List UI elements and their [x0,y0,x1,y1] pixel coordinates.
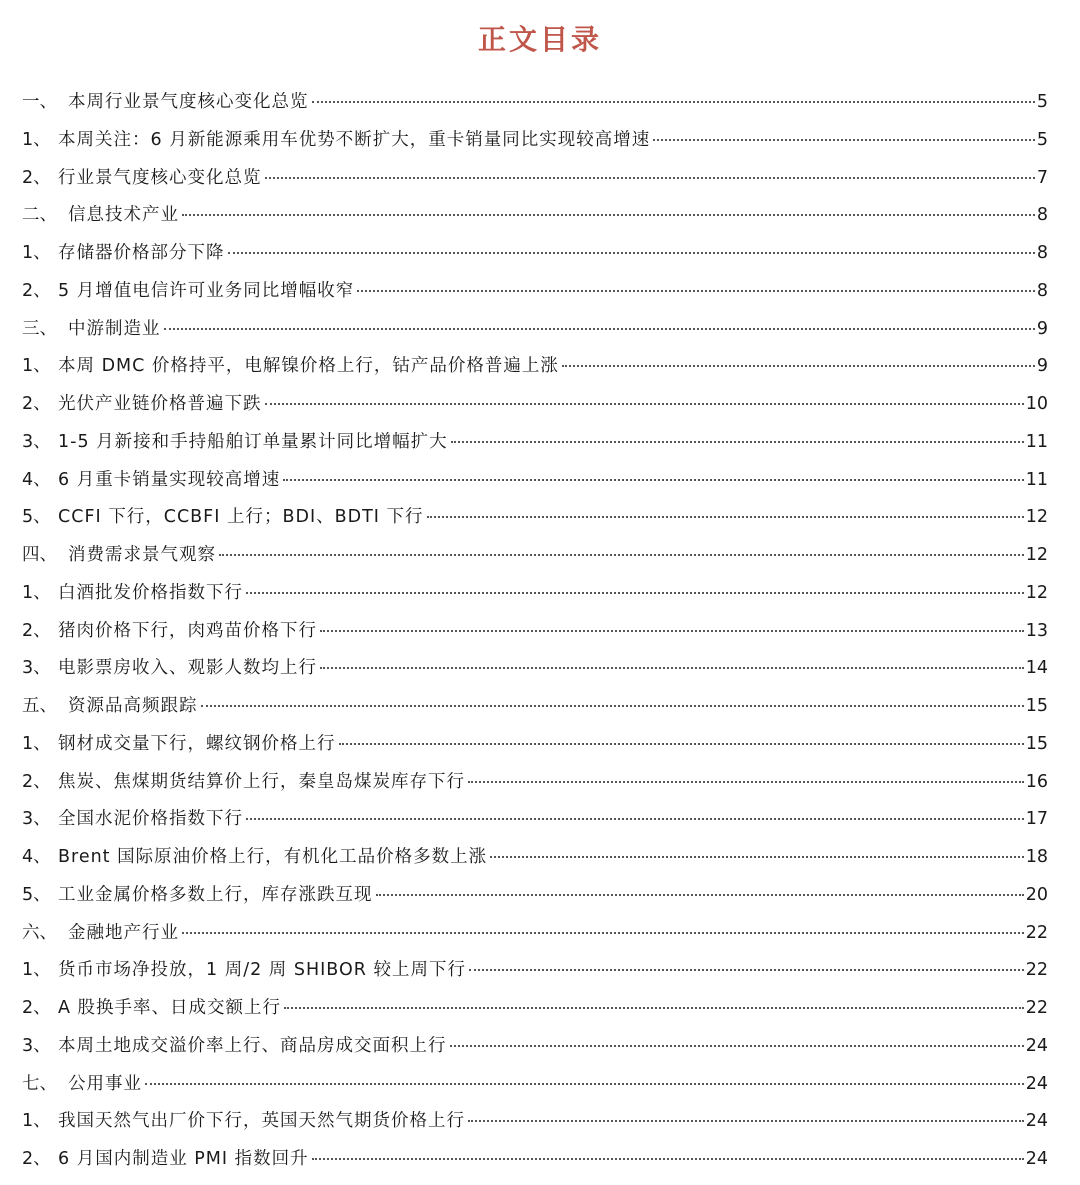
toc-entry-number: 4、 [22,847,51,867]
toc-dot-leader [182,932,1024,934]
toc-dot-leader [246,592,1024,594]
toc-dot-leader [451,441,1024,443]
toc-page-number: 16 [1025,771,1048,792]
toc-entry-number: 一、 [22,92,57,112]
toc-entry-number: 2、 [22,394,51,414]
toc-section-entry[interactable] [22,122,1048,160]
toc-entry-title: 资源品高频跟踪 [68,696,198,716]
toc-page-number: 20 [1025,884,1048,905]
toc-section-entry[interactable] [22,726,1048,764]
toc-page-number: 9 [1036,318,1048,339]
toc-section-entry[interactable] [22,650,1048,688]
toc-page-number: 8 [1036,243,1048,263]
toc-entry-number: 七、 [22,1073,57,1094]
toc-section-entry[interactable] [22,575,1048,613]
toc-entry-title: 中游制造业 [68,318,161,339]
toc-dot-leader [265,403,1024,405]
toc-entry-number: 2、 [22,998,51,1018]
toc-entry-title: 行业景气度核心变化总览 [58,167,262,188]
toc-chapter-entry[interactable] [22,1066,1048,1104]
toc-entry-title: CCFI 下行，CCBFI 上行；BDI、BDTI 下行 [58,507,424,528]
toc-page-number: 24 [1025,1111,1048,1132]
toc-entry-title: 工业金属价格多数上行，库存涨跌互现 [58,884,373,905]
toc-dot-leader [562,365,1035,367]
toc-entry-title: 6 月国内制造业 PMI 指数回升 [58,1149,309,1169]
toc-dot-leader [490,856,1024,858]
toc-entry-number: 2、 [22,167,51,188]
toc-entry-number: 1、 [22,129,51,150]
toc-entry-number: 5、 [22,507,51,528]
toc-dot-leader [312,1158,1024,1160]
toc-page-number: 22 [1025,960,1048,981]
toc-section-entry[interactable] [22,160,1048,198]
toc-page-number: 9 [1036,356,1048,377]
toc-chapter-entry[interactable] [22,311,1048,349]
toc-dot-leader [284,1007,1024,1009]
toc-entry-title: 电影票房收入、观影人数均上行 [58,658,317,679]
toc-section-entry[interactable] [22,613,1048,651]
toc-entry-title: 公用事业 [68,1073,142,1094]
toc-entry-title: 光伏产业链价格普遍下跌 [58,394,262,414]
toc-page-number: 5 [1036,129,1048,150]
toc-entry-number: 3、 [22,809,51,830]
table-of-contents [22,84,1048,1179]
toc-dot-leader [320,630,1024,632]
toc-section-entry[interactable] [22,877,1048,915]
toc-section-entry[interactable] [22,273,1048,311]
toc-entry-number: 1、 [22,582,51,603]
toc-section-entry[interactable] [22,764,1048,802]
toc-entry-title: 本周土地成交溢价率上行、商品房成交面积上行 [58,1035,447,1056]
toc-dot-leader [450,1045,1024,1047]
toc-page-number: 24 [1025,1149,1048,1169]
toc-entry-number: 1、 [22,356,51,377]
toc-entry-title: 5 月增值电信许可业务同比增幅收窄 [58,280,355,301]
toc-page-number: 22 [1025,998,1048,1018]
toc-entry-title: Brent 国际原油价格上行，有机化工品价格多数上涨 [58,847,488,867]
toc-section-entry[interactable] [22,386,1048,424]
toc-entry-number: 1、 [22,960,51,981]
toc-dot-leader [246,818,1024,820]
toc-entry-title: 信息技术产业 [68,205,179,226]
toc-page-number: 15 [1025,733,1048,754]
page-title: 正文目录 [477,23,602,56]
toc-dot-leader [653,139,1035,141]
toc-entry-title: 存储器价格部分下降 [58,243,225,263]
toc-entry-title: 货币市场净投放，1 周/2 周 SHIBOR 较上周下行 [58,960,466,981]
toc-page-number: 22 [1025,922,1048,943]
toc-entry-number: 2、 [22,1149,51,1169]
toc-entry-number: 5、 [22,884,51,905]
toc-entry-title: 本周关注：6 月新能源乘用车优势不断扩大，重卡销量同比实现较高增速 [58,129,651,150]
toc-chapter-entry[interactable] [22,197,1048,235]
toc-dot-leader [320,667,1024,669]
toc-entry-title: 6 月重卡销量实现较高增速 [58,469,281,490]
toc-page-number: 11 [1025,469,1048,490]
toc-entry-number: 六、 [22,922,57,943]
toc-entry-number: 三、 [22,318,57,339]
toc-entry-number: 1、 [22,733,51,754]
toc-entry-number: 3、 [22,658,51,679]
toc-section-entry[interactable] [22,801,1048,839]
toc-section-entry[interactable] [22,462,1048,500]
toc-chapter-entry[interactable] [22,537,1048,575]
toc-entry-title: 白酒批发价格指数下行 [58,582,243,603]
toc-entry-title: 本周 DMC 价格持平，电解镍价格上行，钴产品价格普遍上涨 [58,356,559,377]
toc-page-number: 11 [1025,431,1048,452]
toc-entry-title: 猪肉价格下行，肉鸡苗价格下行 [58,620,317,641]
toc-dot-leader [376,894,1024,896]
toc-section-entry[interactable] [22,1028,1048,1066]
toc-dot-leader [164,328,1035,330]
toc-dot-leader [312,101,1035,103]
toc-entry-number: 3、 [22,1035,51,1056]
toc-dot-leader [228,252,1035,254]
toc-page-number: 24 [1025,1073,1048,1094]
toc-page-number: 12 [1025,545,1048,565]
toc-dot-leader [469,969,1024,971]
toc-dot-leader [468,781,1024,783]
toc-dot-leader [219,554,1024,556]
toc-dot-leader [145,1083,1024,1085]
toc-entry-title: A 股换手率、日成交额上行 [58,998,282,1018]
toc-page-number: 8 [1036,280,1048,301]
toc-entry-title: 本周行业景气度核心变化总览 [68,92,309,112]
toc-entry-title: 焦炭、焦煤期货结算价上行，秦皇岛煤炭库存下行 [58,771,465,792]
toc-entry-number: 3、 [22,431,51,452]
toc-page-number: 24 [1025,1035,1048,1056]
toc-entry-number: 1、 [22,243,51,263]
toc-entry-number: 2、 [22,771,51,792]
toc-entry-title: 钢材成交量下行，螺纹钢价格上行 [58,733,336,754]
toc-section-entry[interactable] [22,499,1048,537]
toc-entry-number: 1、 [22,1111,51,1132]
toc-dot-leader [339,743,1024,745]
toc-section-entry[interactable] [22,952,1048,990]
toc-page-number: 8 [1036,205,1048,226]
toc-entry-title: 我国天然气出厂价下行，英国天然气期货价格上行 [58,1111,465,1132]
toc-entry-number: 2、 [22,280,51,301]
toc-page-number: 17 [1025,809,1048,830]
toc-page-number: 7 [1036,167,1048,188]
toc-page-number: 10 [1025,394,1048,414]
toc-entry-number: 4、 [22,469,51,490]
toc-section-entry[interactable] [22,348,1048,386]
toc-entry-number: 二、 [22,205,57,226]
toc-chapter-entry[interactable] [22,84,1048,122]
toc-chapter-entry[interactable] [22,688,1048,726]
toc-page-number: 5 [1036,92,1048,112]
toc-section-entry[interactable] [22,990,1048,1028]
toc-page-number: 18 [1025,847,1048,867]
toc-page-number: 14 [1025,658,1048,679]
toc-section-entry[interactable] [22,839,1048,877]
toc-dot-leader [265,177,1035,179]
toc-section-entry[interactable] [22,235,1048,273]
toc-dot-leader [201,705,1024,707]
toc-dot-leader [427,516,1024,518]
toc-entry-number: 四、 [22,545,57,565]
toc-section-entry[interactable] [22,424,1048,462]
toc-dot-leader [182,214,1035,216]
toc-entry-title: 金融地产行业 [68,922,179,943]
toc-section-entry[interactable] [22,1141,1048,1179]
toc-entry-number: 2、 [22,620,51,641]
toc-page-number: 15 [1025,696,1048,716]
toc-entry-title: 消费需求景气观察 [68,545,216,565]
toc-chapter-entry[interactable] [22,915,1048,953]
toc-page-number: 12 [1025,582,1048,603]
toc-page-number: 12 [1025,507,1048,528]
toc-entry-title: 1-5 月新接和手持船舶订单量累计同比增幅扩大 [58,431,448,452]
toc-section-entry[interactable] [22,1103,1048,1141]
toc-dot-leader [357,290,1035,292]
toc-entry-number: 五、 [22,696,57,716]
toc-dot-leader [283,479,1024,481]
toc-dot-leader [468,1120,1024,1122]
toc-page-number: 13 [1025,620,1048,641]
toc-entry-title: 全国水泥价格指数下行 [58,809,243,830]
